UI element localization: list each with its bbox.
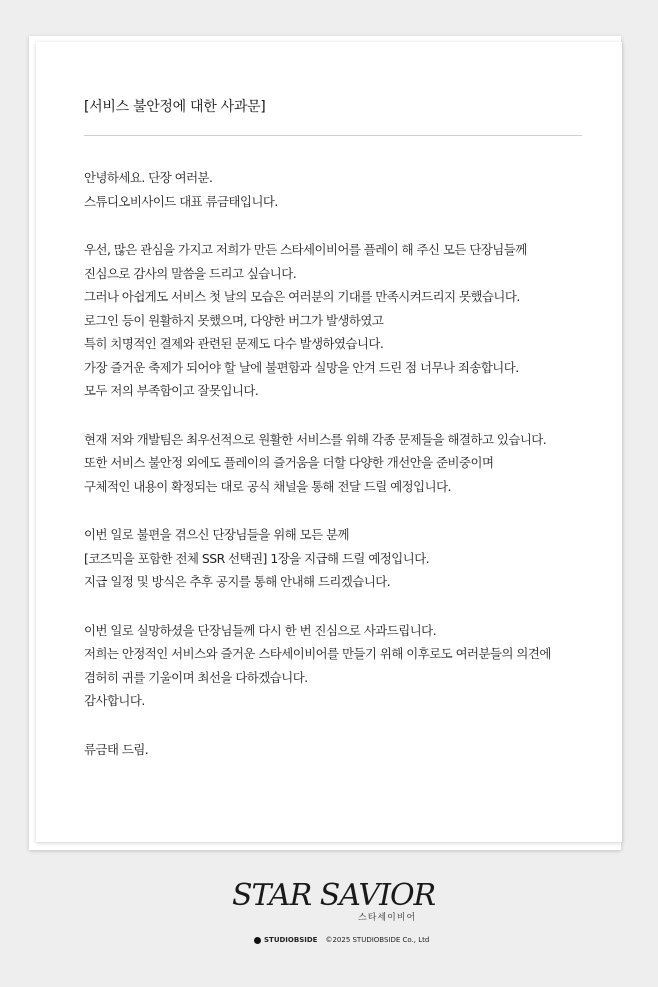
body-line: 가장 즐거운 축제가 되어야 할 날에 불편함과 실망을 안겨 드린 점 너무나 죄송합니다. <box>84 359 519 375</box>
body-line: 이번 일로 불편을 겪으신 단장님들을 위해 모든 분께 <box>84 527 349 542</box>
body-line: 감사합니다. <box>84 693 145 708</box>
studio-logo-icon <box>254 937 261 944</box>
star-savior-logo <box>232 878 436 926</box>
body-line: 겸허히 귀를 기울이며 최선을 다하겠습니다. <box>84 669 308 685</box>
body-line: 그러나 아쉽게도 서비스 첫 날의 모습은 여러분의 기대를 만족시켜드리지 못했습니다. <box>84 289 520 304</box>
paragraph-current-status <box>84 428 604 499</box>
body-line: 진심으로 감사의 말씀을 드리고 싶습니다. <box>84 265 297 281</box>
body-line: 특히 치명적인 결제와 관련된 문제도 다수 발생하였습니다. <box>84 336 384 351</box>
paragraph-compensation <box>84 523 604 594</box>
notice-sheet <box>36 42 622 842</box>
body-line: 스튜디오비사이드 대표 류금태입니다. <box>84 193 278 209</box>
paragraph-apology <box>84 238 604 403</box>
paragraph-greeting <box>84 166 604 213</box>
body-line: 로그인 등이 원활하지 못했으며, 다양한 버그가 발생하였고 <box>84 312 384 328</box>
body-line: 또한 서비스 불안정 외에도 플레이의 즐거움을 더할 다양한 개선안을 준비중이며 <box>84 455 494 470</box>
body-line: 모두 저의 부족함이고 잘못입니다. <box>84 383 259 398</box>
studio-brand <box>254 936 317 944</box>
logo-wordmark: STAR SAVIOR <box>232 878 436 913</box>
paragraph-closing <box>84 619 604 713</box>
body-line: 이번 일로 실망하셨을 단장님들께 다시 한 번 진심으로 사과드립니다. <box>84 622 437 638</box>
body-line: 안녕하세요. 단장 여러분. <box>84 170 213 185</box>
paragraph-signature <box>84 738 604 762</box>
body-line: 현재 저와 개발팀은 최우선적으로 원활한 서비스를 위해 각종 문제들을 해결하고 있습니다. <box>84 431 547 447</box>
notice-title: [서비스 불안정에 대한 사과문] <box>84 99 266 115</box>
body-line: 우선, 많은 관심을 가지고 저희가 만든 스타세이비어를 플레이 해 주신 모든 단장님들께 <box>84 242 527 257</box>
title-divider <box>84 135 582 136</box>
notice-body <box>84 166 604 786</box>
studio-name: STUDIOBSIDE <box>264 936 318 944</box>
signature-line: 류금태 드림. <box>84 741 149 757</box>
body-line: [코즈믹을 포함한 전체 SSR 선택권] 1장을 지급해 드릴 예정입니다. <box>84 550 430 566</box>
logo-korean-subtitle: 스타세이비어 <box>358 913 417 923</box>
footer <box>254 936 429 944</box>
body-line: 구체적인 내용이 확정되는 대로 공식 채널을 통해 전달 드릴 예정입니다. <box>84 478 451 494</box>
copyright-text: ©2025 STUDIOBSIDE Co., Ltd <box>325 936 430 944</box>
body-line: 저희는 안정적인 서비스와 즐거운 스타세이비어를 만들기 위해 이후로도 여러분들의 의견에 <box>84 646 551 661</box>
body-line: 지급 일정 및 방식은 추후 공지를 통해 안내해 드리겠습니다. <box>84 574 391 589</box>
